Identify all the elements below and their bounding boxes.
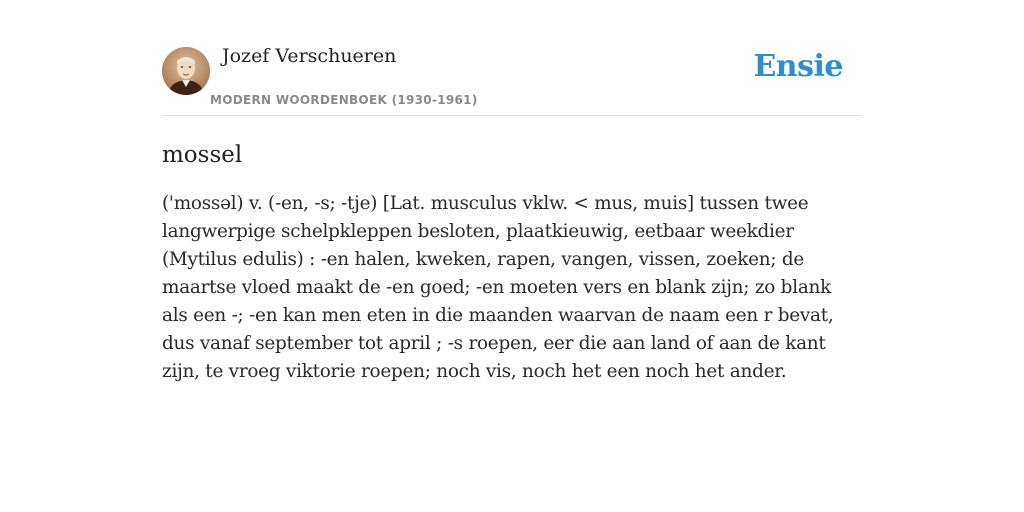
entry-card [162, 40, 862, 386]
author-portrait-icon [162, 47, 210, 95]
entry-header [162, 40, 862, 116]
ensie-logo[interactable]: Ensie [753, 49, 843, 84]
entry-headword: mossel [162, 142, 243, 168]
author-avatar[interactable] [162, 47, 210, 95]
entry-definition: ('mossəl) v. (-en, -s; -tje) [Lat. musculus vklw. < mus, muis] tussen twee langwerpige schelpkleppen besloten, plaatkieuwig, eetbaar weekdier (Mytilus edulis) : -en halen, kweken, rapen, vangen, vissen, zoeken; de maartse vloed maakt de -en goed; -en moeten vers en blank zijn; zo blank als een -; -en kan men eten in die maanden waarvan de naam een r bevat, dus vanaf september tot april ; -s roepen, eer die aan land of aan de kant zijn, te vroeg viktorie roepen; noch vis, noch het een noch het ander. [162, 193, 834, 382]
source-label[interactable]: MODERN WOORDENBOEK (1930-1961) [210, 93, 478, 107]
author-name[interactable]: Jozef Verschueren [222, 45, 397, 67]
